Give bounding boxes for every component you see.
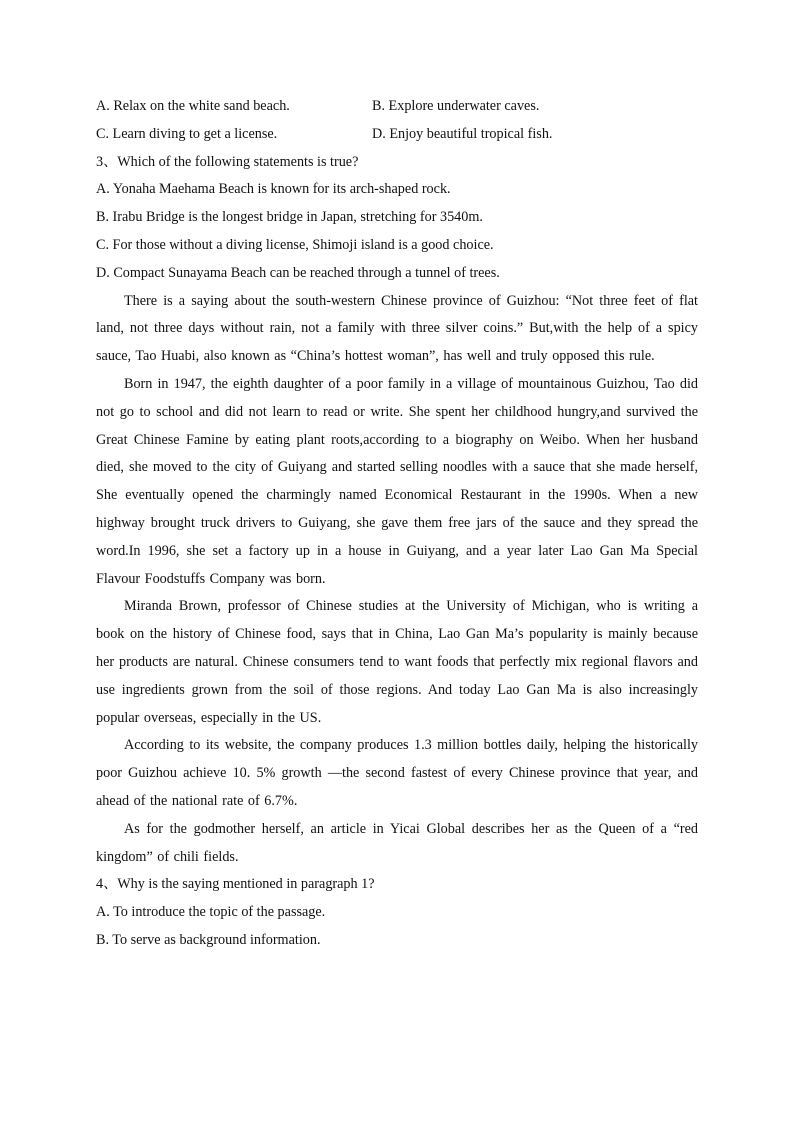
document-page	[96, 93, 698, 955]
q3-option-c: C. For those without a diving license, Shimoji island is a good choice.	[96, 236, 494, 253]
passage-paragraph-3: Miranda Brown, professor of Chinese studies at the University of Michigan, who is writing a book on the history of Chinese food, says that in China, Lao Gan Ma’s popularity is mainly because her products are natural. Chinese consumers tend to want foods that perfectly mix regional flavors and use ingredients grown from the soil of those regions. And today Lao Gan Ma is also increasingly popular overseas, especially in the US.	[96, 598, 698, 726]
q3-option-b: B. Irabu Bridge is the longest bridge in Japan, stretching for 3540m.	[96, 209, 483, 226]
q4-option-a: A. To introduce the topic of the passage.	[96, 904, 326, 921]
q3-option-a: A. Yonaha Maehama Beach is known for its arch-shaped rock.	[96, 181, 451, 198]
q4-option-b: B. To serve as background information.	[96, 931, 321, 948]
q2-option-a: A. Relax on the white sand beach.	[96, 98, 290, 114]
q2-option-c: C. Learn diving to get a license.	[96, 125, 278, 142]
q2-option-d: D. Enjoy beautiful tropical fish.	[372, 125, 553, 142]
passage-paragraph-1: There is a saying about the south-western Chinese province of Guizhou: “Not three feet of flat land, not three days without rain, not a family with three silver coins.” But,with the help of a spicy sauce, Tao Huabi, also known as “China’s hottest woman”, has well and truly opposed this rule.	[96, 292, 698, 365]
passage-paragraph-2: Born in 1947, the eighth daughter of a poor family in a village of mountainous Guizhou, Tao did not go to school and did not learn to read or write. She spent her childhood hungry,and survived the Great Chinese Famine by eating plant roots,according to a biography on Weibo. When her husband died, she moved to the city of Guiyang and started selling noodles with a sauce that she made herself, She eventually opened the charmingly named Economical Restaurant in the 1990s. When a new highway brought truck drivers to Guiyang, she gave them free jars of the sauce and they spread the word.In 1996, she set a factory up in a house in Guiyang, and a year later Lao Gan Ma Special Flavour Foodstuffs Company was born.	[96, 375, 698, 587]
passage-paragraph-5: As for the godmother herself, an article in Yicai Global describes her as the Queen of a “red kingdom” of chili fields.	[96, 820, 698, 865]
q2-option-b: B. Explore underwater caves.	[372, 98, 540, 114]
q3-option-d: D. Compact Sunayama Beach can be reached through a tunnel of trees.	[96, 264, 500, 281]
q2-options-row-1	[96, 93, 698, 121]
q2-options-row-2	[96, 121, 698, 149]
q4-question: 4、Why is the saying mentioned in paragraph 1?	[96, 876, 375, 893]
passage-paragraph-4: According to its website, the company produces 1.3 million bottles daily, helping the historically poor Guizhou achieve 10. 5% growth —the second fastest of every Chinese province that year, and ahead of the national rate of 6.7%.	[96, 737, 698, 809]
q3-question: 3、Which of the following statements is true?	[96, 153, 359, 170]
